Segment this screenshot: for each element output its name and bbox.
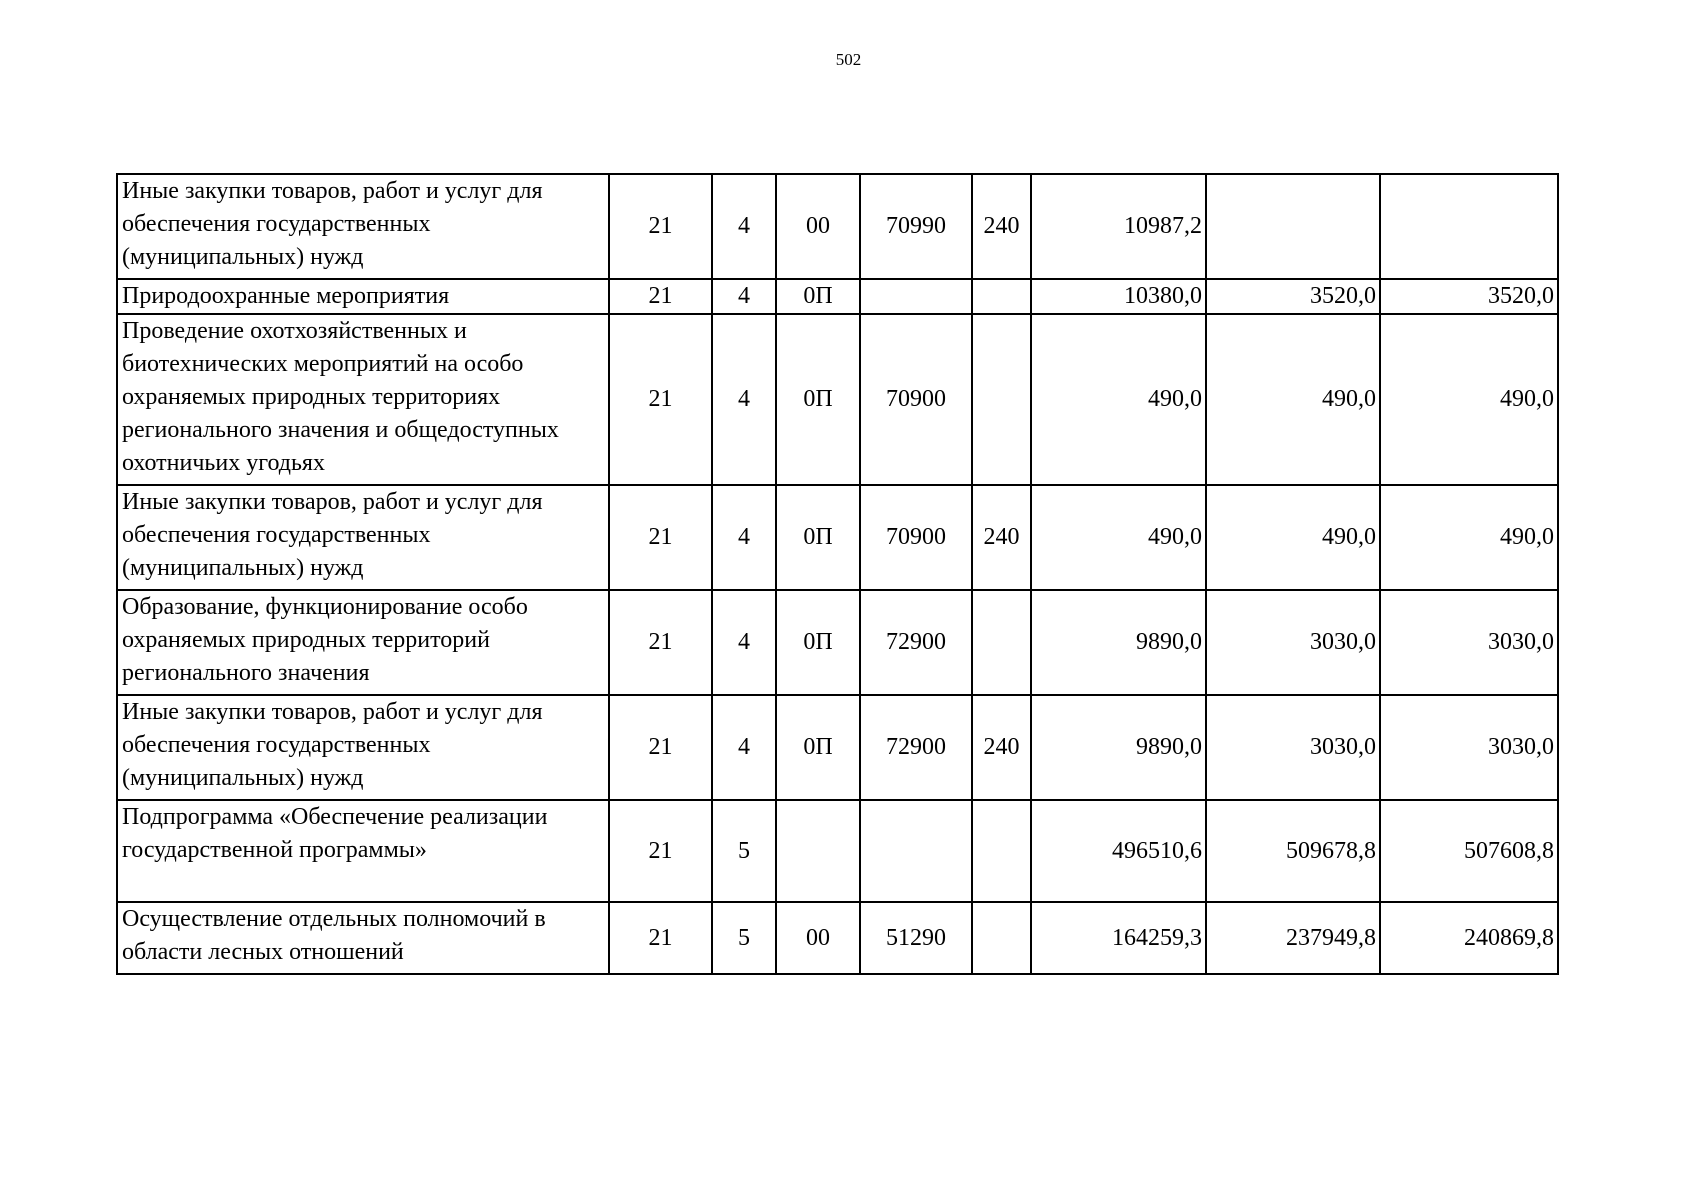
row-code-4: 51290 [860, 902, 972, 974]
row-code-5: 240 [972, 485, 1031, 590]
row-amount-3: 507608,8 [1380, 800, 1558, 902]
row-code-2: 4 [712, 695, 776, 800]
row-amount-2: 509678,8 [1206, 800, 1380, 902]
row-name: Подпрограмма «Обеспечение реализации государственной программы» [117, 800, 609, 902]
row-code-2: 5 [712, 902, 776, 974]
row-amount-3: 490,0 [1380, 314, 1558, 485]
row-code-5 [972, 800, 1031, 902]
row-amount-2: 490,0 [1206, 314, 1380, 485]
row-amount-3: 3030,0 [1380, 590, 1558, 695]
row-code-2: 5 [712, 800, 776, 902]
row-code-3: 0П [776, 279, 860, 314]
row-amount-1: 490,0 [1031, 314, 1206, 485]
row-code-2: 4 [712, 174, 776, 279]
table-row [117, 695, 1558, 800]
row-amount-3: 3520,0 [1380, 279, 1558, 314]
row-code-3: 0П [776, 485, 860, 590]
row-amount-3: 3030,0 [1380, 695, 1558, 800]
row-amount-2 [1206, 174, 1380, 279]
table-row [117, 174, 1558, 279]
row-code-2: 4 [712, 279, 776, 314]
table-row [117, 800, 1558, 902]
row-amount-1: 496510,6 [1031, 800, 1206, 902]
row-code-3: 0П [776, 695, 860, 800]
row-code-1: 21 [609, 590, 712, 695]
row-amount-3: 240869,8 [1380, 902, 1558, 974]
row-code-4 [860, 279, 972, 314]
row-name: Образование, функционирование особо охраняемых природных территорий регионального значения [117, 590, 609, 695]
row-name: Иные закупки товаров, работ и услуг для обеспечения государственных (муниципальных) нужд [117, 485, 609, 590]
row-name: Осуществление отдельных полномочий в области лесных отношений [117, 902, 609, 974]
row-code-1: 21 [609, 279, 712, 314]
row-code-5 [972, 902, 1031, 974]
row-name: Иные закупки товаров, работ и услуг для обеспечения государственных (муниципальных) нужд [117, 695, 609, 800]
row-code-3: 00 [776, 902, 860, 974]
row-code-1: 21 [609, 800, 712, 902]
row-code-5: 240 [972, 174, 1031, 279]
row-code-1: 21 [609, 902, 712, 974]
table-row [117, 590, 1558, 695]
row-code-1: 21 [609, 485, 712, 590]
row-code-3: 0П [776, 314, 860, 485]
row-name: Природоохранные мероприятия [117, 279, 609, 314]
row-code-4: 70900 [860, 485, 972, 590]
row-amount-3 [1380, 174, 1558, 279]
table-row [117, 902, 1558, 974]
row-code-1: 21 [609, 174, 712, 279]
row-code-4: 72900 [860, 590, 972, 695]
row-amount-3: 490,0 [1380, 485, 1558, 590]
row-code-4: 72900 [860, 695, 972, 800]
table-row [117, 485, 1558, 590]
row-code-3: 00 [776, 174, 860, 279]
budget-table [116, 173, 1559, 975]
row-amount-1: 164259,3 [1031, 902, 1206, 974]
page-number: 502 [835, 50, 862, 69]
row-code-4: 70990 [860, 174, 972, 279]
row-code-2: 4 [712, 485, 776, 590]
row-amount-2: 3030,0 [1206, 590, 1380, 695]
row-code-2: 4 [712, 314, 776, 485]
row-name: Иные закупки товаров, работ и услуг для обеспечения государственных (муниципальных) нужд [117, 174, 609, 279]
table-row [117, 314, 1558, 485]
row-amount-2: 237949,8 [1206, 902, 1380, 974]
row-amount-2: 3520,0 [1206, 279, 1380, 314]
row-code-3 [776, 800, 860, 902]
row-code-2: 4 [712, 590, 776, 695]
row-code-5 [972, 279, 1031, 314]
row-amount-2: 3030,0 [1206, 695, 1380, 800]
row-code-1: 21 [609, 314, 712, 485]
row-code-5 [972, 314, 1031, 485]
row-amount-1: 10380,0 [1031, 279, 1206, 314]
row-amount-1: 9890,0 [1031, 695, 1206, 800]
row-amount-1: 10987,2 [1031, 174, 1206, 279]
row-amount-1: 9890,0 [1031, 590, 1206, 695]
row-code-5 [972, 590, 1031, 695]
row-code-5: 240 [972, 695, 1031, 800]
row-code-1: 21 [609, 695, 712, 800]
row-code-4: 70900 [860, 314, 972, 485]
table-row [117, 279, 1558, 314]
row-code-4 [860, 800, 972, 902]
row-amount-1: 490,0 [1031, 485, 1206, 590]
row-code-3: 0П [776, 590, 860, 695]
row-amount-2: 490,0 [1206, 485, 1380, 590]
row-name: Проведение охотхозяйственных и биотехнических мероприятий на особо охраняемых природных территориях регионального значения и общедоступных охотничьих угодьях [117, 314, 609, 485]
